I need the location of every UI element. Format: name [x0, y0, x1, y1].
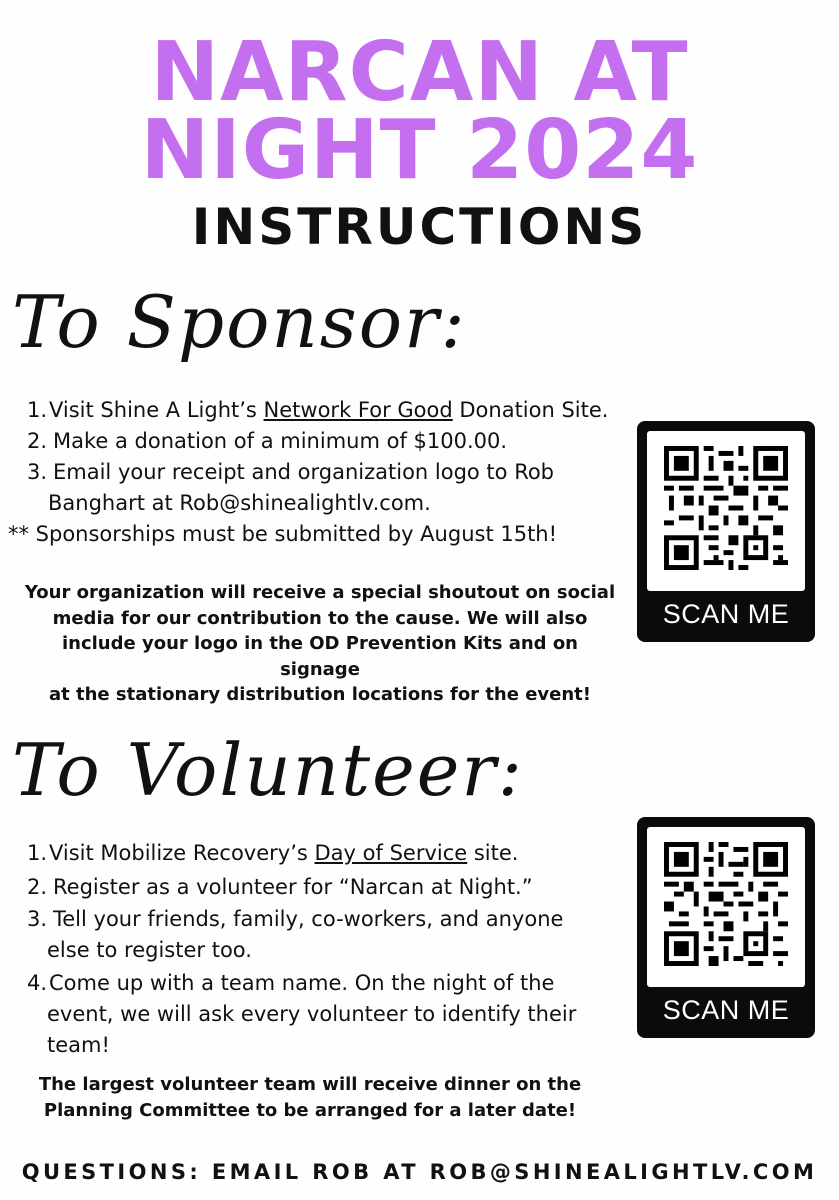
qr-code-image — [647, 827, 805, 987]
step-number: 2. — [27, 429, 48, 453]
step-number: 3. — [27, 907, 48, 931]
qr-code-icon — [664, 842, 788, 966]
sponsor-heading: To Sponsor: — [12, 280, 467, 364]
day-of-service-link[interactable]: Day of Service — [314, 841, 468, 865]
step-text: Register as a volunteer for “Narcan at Night.” — [53, 875, 533, 899]
volunteer-step-4 — [0, 968, 640, 1064]
instructions-heading: INSTRUCTIONS — [191, 198, 648, 256]
event-title-line-1: NARCAN AT — [150, 25, 689, 120]
scan-me-label: SCAN ME — [662, 995, 790, 1025]
note-line: Your organization will receive a special shoutout on social — [24, 582, 616, 603]
scan-me-label: SCAN ME — [662, 599, 790, 629]
sponsor-steps — [0, 395, 640, 550]
step-text: Banghart at Rob@shinealightlv.com. — [48, 491, 431, 515]
step-number: 1. — [27, 841, 48, 865]
deadline-text: ** Sponsorships must be submitted by August 15th! — [8, 522, 558, 546]
volunteer-steps — [0, 838, 640, 1064]
volunteer-prize-note — [20, 1072, 600, 1123]
step-number: 1. — [27, 398, 48, 422]
event-title-line-2: NIGHT 2024 — [140, 103, 699, 198]
volunteer-qr-code[interactable] — [637, 817, 815, 1038]
note-line: include your logo in the OD Prevention Kits and on signage — [61, 633, 578, 680]
step-text: Donation Site. — [452, 398, 609, 422]
qr-code-image — [647, 431, 805, 591]
contact-footer: QUESTIONS: EMAIL ROB AT ROB@SHINEALIGHTLV.COM — [21, 1160, 818, 1184]
step-text: Visit Mobilize Recovery’s — [49, 841, 315, 865]
step-number: 3. — [27, 460, 48, 484]
step-text: team! — [47, 1033, 110, 1057]
step-text: Visit Shine A Light’s — [49, 398, 264, 422]
volunteer-step-2 — [0, 872, 640, 904]
step-text: Come up with a team name. On the night of the — [49, 971, 555, 995]
step-text: Make a donation of a minimum of $100.00. — [53, 429, 508, 453]
sponsor-step-1 — [0, 395, 640, 426]
volunteer-step-3 — [0, 904, 640, 968]
step-text: site. — [467, 841, 519, 865]
step-text: Tell your friends, family, co-workers, and anyone — [53, 907, 564, 931]
sponsor-step-3 — [0, 457, 640, 519]
step-number: 4. — [27, 971, 48, 995]
network-for-good-link[interactable]: Network For Good — [263, 398, 453, 422]
volunteer-step-1 — [0, 838, 640, 872]
step-number: 2. — [27, 875, 48, 899]
sponsor-deadline — [0, 519, 640, 550]
sponsor-step-2 — [0, 426, 640, 457]
note-line: at the stationary distribution locations for the event! — [49, 684, 591, 705]
qr-code-icon — [664, 446, 788, 570]
step-text: else to register too. — [47, 938, 252, 962]
note-line: media for our contribution to the cause. We will also — [52, 607, 588, 629]
sponsor-qr-code[interactable] — [637, 421, 815, 642]
note-line: The largest volunteer team will receive dinner on the — [38, 1074, 582, 1095]
step-text: event, we will ask every volunteer to identify their — [47, 1002, 577, 1026]
step-text: Email your receipt and organization logo to Rob — [53, 460, 555, 484]
note-line: Planning Committee to be arranged for a later date! — [43, 1099, 577, 1121]
volunteer-heading: To Volunteer: — [12, 728, 524, 812]
sponsor-benefits-note — [20, 580, 620, 708]
